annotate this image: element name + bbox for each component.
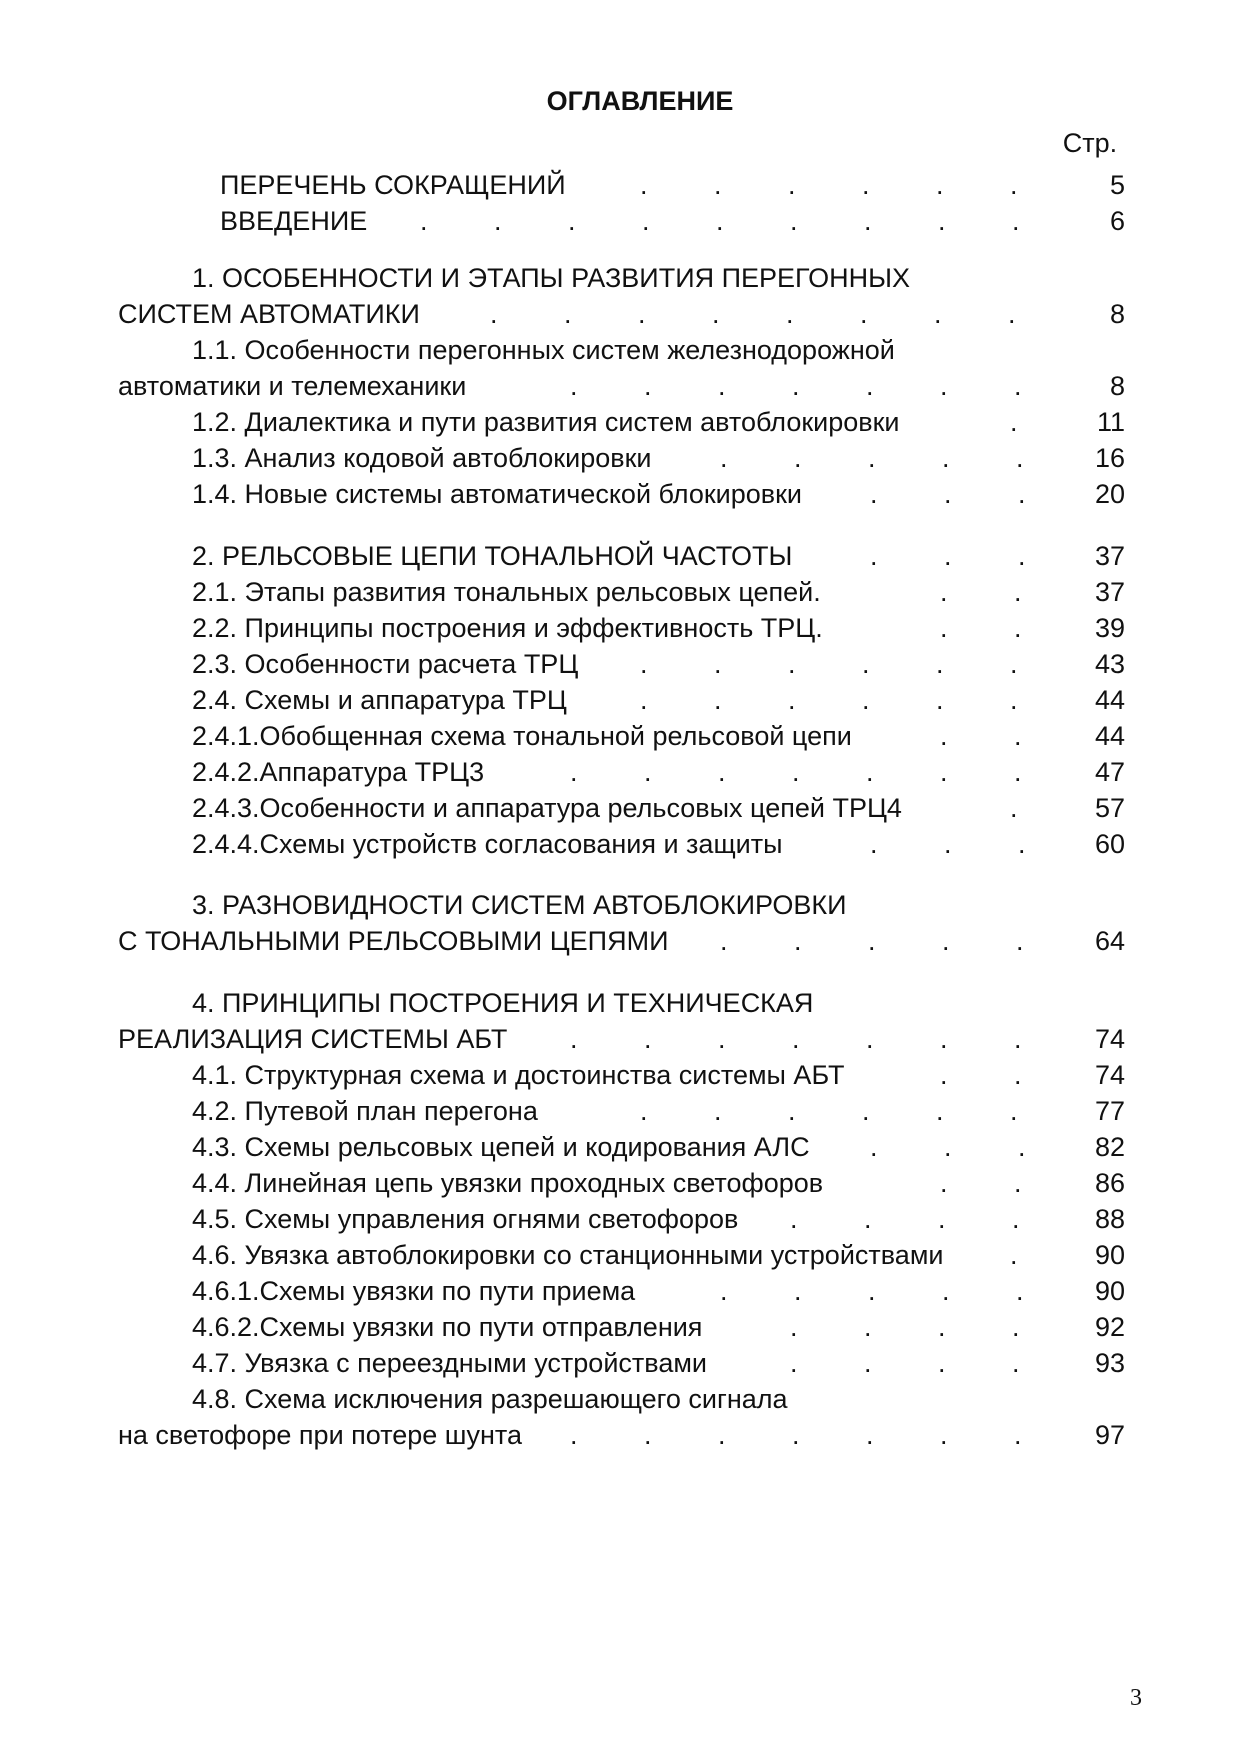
leader-dot: .	[1014, 1060, 1022, 1090]
toc-entry	[0, 1163, 1240, 1203]
toc-entry-text: 1.4. Новые системы автоматической блокировки	[192, 479, 803, 509]
leader-dot: .	[938, 1348, 946, 1378]
toc-leader-dots	[0, 366, 1035, 406]
leader-dot: .	[568, 206, 576, 236]
toc-entry-page: 90	[1094, 1276, 1125, 1306]
leader-dot: .	[944, 541, 952, 571]
leader-dot: .	[866, 1024, 874, 1054]
leader-dot: .	[862, 649, 870, 679]
leader-dot: .	[1012, 1348, 1020, 1378]
leader-dot: .	[1014, 1024, 1022, 1054]
toc-entry-text: на светофоре при потере шунта	[118, 1420, 522, 1450]
toc-entry	[0, 1271, 1240, 1311]
toc-entry-text: С ТОНАЛЬНЫМИ РЕЛЬСОВЫМИ ЦЕПЯМИ	[118, 926, 669, 956]
leader-dot: .	[940, 1420, 948, 1450]
toc-entry-page: 37	[1094, 541, 1125, 571]
toc-entry-page: 97	[1094, 1420, 1125, 1450]
toc-entry	[0, 438, 1240, 478]
leader-dot: .	[862, 685, 870, 715]
leader-dot: .	[1010, 793, 1018, 823]
leader-dot: .	[790, 1348, 798, 1378]
leader-dot: .	[716, 206, 724, 236]
leader-dot: .	[720, 926, 728, 956]
toc-leader-dots	[0, 716, 1035, 756]
leader-dot: .	[794, 1276, 802, 1306]
leader-dot: .	[790, 1204, 798, 1234]
leader-dot: .	[570, 1420, 578, 1450]
toc-entry-text: 2.4.3.Особенности и аппаратура рельсовых цепей ТРЦ4	[192, 793, 902, 823]
leader-dot: .	[790, 206, 798, 236]
toc-entry	[0, 680, 1240, 720]
toc-entry	[0, 294, 1240, 334]
toc-entry	[0, 921, 1240, 961]
toc-leader-dots	[0, 438, 1035, 478]
toc-entry-text: 2. РЕЛЬСОВЫЕ ЦЕПИ ТОНАЛЬНОЙ ЧАСТОТЫ	[192, 541, 793, 571]
leader-dot: .	[864, 206, 872, 236]
toc-entry-text: 1. ОСОБЕННОСТИ И ЭТАПЫ РАЗВИТИЯ ПЕРЕГОННЫХ	[192, 263, 911, 293]
leader-dot: .	[788, 685, 796, 715]
leader-dot: .	[866, 1420, 874, 1450]
leader-dot: .	[870, 829, 878, 859]
toc-entry	[0, 1307, 1240, 1347]
toc-entry	[0, 536, 1240, 576]
toc-leader-dots	[0, 1235, 1035, 1275]
leader-dot: .	[642, 206, 650, 236]
leader-dot: .	[1010, 685, 1018, 715]
toc-entry	[0, 330, 1240, 370]
toc-entry-page: 43	[1094, 649, 1125, 679]
toc-entry-page: 20	[1094, 479, 1125, 509]
leader-dot: .	[1016, 443, 1024, 473]
toc-entry-text: СИСТЕМ АВТОМАТИКИ	[118, 299, 420, 329]
toc-entry-text: РЕАЛИЗАЦИЯ СИСТЕМЫ АБТ	[118, 1024, 508, 1054]
leader-dot: .	[1012, 206, 1020, 236]
toc-leader-dots	[0, 1091, 1035, 1131]
leader-dot: .	[564, 299, 572, 329]
toc-entry	[0, 1343, 1240, 1383]
toc-entry-text: 2.4. Схемы и аппаратура ТРЦ	[192, 685, 567, 715]
toc-entry-page: 39	[1094, 613, 1125, 643]
toc-entry-page: 93	[1094, 1348, 1125, 1378]
leader-dot: .	[870, 479, 878, 509]
leader-dot: .	[940, 577, 948, 607]
leader-dot: .	[1014, 721, 1022, 751]
toc-entry-text: 4.7. Увязка с переездными устройствами	[192, 1348, 707, 1378]
toc-entry	[0, 201, 1240, 241]
toc-entry	[0, 1379, 1240, 1419]
toc-entry	[0, 1199, 1240, 1239]
toc-entry-page: 74	[1094, 1060, 1125, 1090]
toc-entry	[0, 474, 1240, 514]
toc-leader-dots	[0, 1055, 1035, 1095]
toc-entry-page: 47	[1094, 757, 1125, 787]
leader-dot: .	[792, 1420, 800, 1450]
leader-dot: .	[1018, 541, 1026, 571]
leader-dot: .	[644, 1024, 652, 1054]
toc-leader-dots	[0, 294, 1035, 334]
toc-entry-text: ВВЕДЕНИЕ	[220, 206, 368, 236]
toc-entry-page: 92	[1094, 1312, 1125, 1342]
toc-entry-text: 1.3. Анализ кодовой автоблокировки	[192, 443, 652, 473]
leader-dot: .	[570, 1024, 578, 1054]
toc-entry-text: автоматики и телемеханики	[118, 371, 467, 401]
toc-entry-text: 2.4.2.Аппаратура ТРЦ3	[192, 757, 485, 787]
leader-dot: .	[940, 613, 948, 643]
toc-entry-page: 6	[1109, 206, 1125, 236]
toc-entry	[0, 258, 1240, 298]
toc-leader-dots	[0, 201, 1035, 241]
leader-dot: .	[942, 926, 950, 956]
toc-entry-text: 2.4.4.Схемы устройств согласования и защиты	[192, 829, 783, 859]
toc-entry	[0, 1055, 1240, 1095]
leader-dot: .	[934, 299, 942, 329]
toc-entry-text: 4.1. Структурная схема и достоинства системы АБТ	[192, 1060, 845, 1090]
toc-entry-text: 2.2. Принципы построения и эффективность ТРЦ.	[192, 613, 823, 643]
toc-entry-text: 4.6. Увязка автоблокировки со станционными устройствами	[192, 1240, 944, 1270]
toc-entry-page: 8	[1109, 299, 1125, 329]
toc-entry	[0, 1415, 1240, 1455]
toc-entry-text: 4.5. Схемы управления огнями светофоров	[192, 1204, 739, 1234]
leader-dot: .	[1014, 1420, 1022, 1450]
toc-entry-page: 86	[1094, 1168, 1125, 1198]
leader-dot: .	[940, 757, 948, 787]
leader-dot: .	[1010, 1240, 1018, 1270]
leader-dot: .	[868, 1276, 876, 1306]
toc-entry-page: 77	[1094, 1096, 1125, 1126]
leader-dot: .	[938, 1204, 946, 1234]
toc-leader-dots	[0, 1307, 1035, 1347]
leader-dot: .	[936, 649, 944, 679]
toc-entry-page: 37	[1094, 577, 1125, 607]
toc-title: ОГЛАВЛЕНИЕ	[546, 86, 734, 116]
toc-entry	[0, 716, 1240, 756]
leader-dot: .	[936, 170, 944, 200]
toc-leader-dots	[0, 474, 1035, 514]
leader-dot: .	[792, 1024, 800, 1054]
toc-leader-dots	[0, 680, 1035, 720]
toc-entry-text: 4.3. Схемы рельсовых цепей и кодирования АЛС	[192, 1132, 810, 1162]
leader-dot: .	[718, 757, 726, 787]
toc-entry	[0, 402, 1240, 442]
toc-leader-dots	[0, 1163, 1035, 1203]
toc-entry-page: 11	[1096, 407, 1125, 437]
toc-entry	[0, 572, 1240, 612]
leader-dot: .	[1018, 479, 1026, 509]
leader-dot: .	[868, 926, 876, 956]
toc-leader-dots	[0, 824, 1035, 864]
toc-entry-text: 4.6.1.Схемы увязки по пути приема	[192, 1276, 636, 1306]
toc-entry-text: 4.2. Путевой план перегона	[192, 1096, 538, 1126]
toc-entry-page: 90	[1094, 1240, 1125, 1270]
toc-leader-dots	[0, 1415, 1035, 1455]
toc-entry-page: 8	[1109, 371, 1125, 401]
toc-entry	[0, 1091, 1240, 1131]
leader-dot: .	[936, 1096, 944, 1126]
toc-entry-page: 44	[1094, 721, 1125, 751]
leader-dot: .	[570, 371, 578, 401]
toc-entry	[0, 366, 1240, 406]
leader-dot: .	[420, 206, 428, 236]
leader-dot: .	[1014, 371, 1022, 401]
leader-dot: .	[1012, 1312, 1020, 1342]
leader-dot: .	[944, 479, 952, 509]
leader-dot: .	[788, 170, 796, 200]
leader-dot: .	[864, 1204, 872, 1234]
leader-dot: .	[862, 170, 870, 200]
leader-dot: .	[644, 371, 652, 401]
leader-dot: .	[794, 926, 802, 956]
leader-dot: .	[718, 1024, 726, 1054]
leader-dot: .	[1008, 299, 1016, 329]
leader-dot: .	[792, 371, 800, 401]
leader-dot: .	[790, 1312, 798, 1342]
leader-dot: .	[1010, 407, 1018, 437]
leader-dot: .	[640, 170, 648, 200]
toc-entry-text: 2.3. Особенности расчета ТРЦ	[192, 649, 579, 679]
leader-dot: .	[940, 1060, 948, 1090]
leader-dot: .	[942, 443, 950, 473]
leader-dot: .	[1018, 1132, 1026, 1162]
leader-dot: .	[1016, 926, 1024, 956]
leader-dot: .	[944, 1132, 952, 1162]
leader-dot: .	[870, 541, 878, 571]
toc-entry-page: 57	[1094, 793, 1125, 823]
leader-dot: .	[786, 299, 794, 329]
leader-dot: .	[866, 371, 874, 401]
leader-dot: .	[714, 649, 722, 679]
leader-dot: .	[1010, 649, 1018, 679]
toc-entry-text: 4.4. Линейная цепь увязки проходных светофоров	[192, 1168, 824, 1198]
page-number: 3	[1130, 1685, 1142, 1711]
leader-dot: .	[1014, 757, 1022, 787]
leader-dot: .	[940, 721, 948, 751]
leader-dot: .	[862, 1096, 870, 1126]
toc-entry-text: 1.2. Диалектика и пути развития систем автоблокировки	[192, 407, 900, 437]
leader-dot: .	[938, 206, 946, 236]
leader-dot: .	[792, 757, 800, 787]
toc-entry	[0, 1235, 1240, 1275]
toc-entry-text: ПЕРЕЧЕНЬ СОКРАЩЕНИЙ	[220, 170, 566, 200]
toc-entry-page: 44	[1094, 685, 1125, 715]
toc-leader-dots	[0, 1343, 1035, 1383]
leader-dot: .	[644, 757, 652, 787]
leader-dot: .	[864, 1312, 872, 1342]
leader-dot: .	[794, 443, 802, 473]
leader-dot: .	[788, 649, 796, 679]
toc-leader-dots	[0, 1199, 1035, 1239]
toc-leader-dots	[0, 921, 1035, 961]
leader-dot: .	[718, 1420, 726, 1450]
toc-entry-page: 60	[1094, 829, 1125, 859]
leader-dot: .	[1014, 1168, 1022, 1198]
toc-entry-text: 4.8. Схема исключения разрешающего сигнала	[192, 1384, 788, 1414]
toc-entry	[0, 752, 1240, 792]
leader-dot: .	[640, 1096, 648, 1126]
leader-dot: .	[1014, 577, 1022, 607]
toc-entry-page: 64	[1094, 926, 1125, 956]
toc-entry-text: 4.6.2.Схемы увязки по пути отправления	[192, 1312, 703, 1342]
toc-entry	[0, 644, 1240, 684]
toc-entry-text: 2.1. Этапы развития тональных рельсовых цепей.	[192, 577, 821, 607]
toc-leader-dots	[0, 752, 1035, 792]
leader-dot: .	[1010, 170, 1018, 200]
leader-dot: .	[942, 1276, 950, 1306]
leader-dot: .	[866, 757, 874, 787]
toc-entry	[0, 608, 1240, 648]
leader-dot: .	[712, 299, 720, 329]
toc-entry	[0, 165, 1240, 205]
toc-entry	[0, 885, 1240, 925]
leader-dot: .	[490, 299, 498, 329]
leader-dot: .	[940, 1024, 948, 1054]
toc-leader-dots	[0, 644, 1035, 684]
leader-dot: .	[1010, 1096, 1018, 1126]
toc-entry	[0, 983, 1240, 1023]
leader-dot: .	[1012, 1204, 1020, 1234]
toc-leader-dots	[0, 1127, 1035, 1167]
toc-leader-dots	[0, 1019, 1035, 1059]
leader-dot: .	[864, 1348, 872, 1378]
leader-dot: .	[570, 757, 578, 787]
leader-dot: .	[940, 1168, 948, 1198]
toc-entry-text: 2.4.1.Обобщенная схема тональной рельсовой цепи	[192, 721, 852, 751]
leader-dot: .	[714, 170, 722, 200]
leader-dot: .	[720, 443, 728, 473]
toc-entry-page: 16	[1094, 443, 1125, 473]
leader-dot: .	[1018, 829, 1026, 859]
toc-entry	[0, 824, 1240, 864]
toc-entry-text: 4. ПРИНЦИПЫ ПОСТРОЕНИЯ И ТЕХНИЧЕСКАЯ	[192, 988, 814, 1018]
toc-leader-dots	[0, 788, 1035, 828]
toc-leader-dots	[0, 402, 1035, 442]
leader-dot: .	[938, 1312, 946, 1342]
toc-entry-page: 88	[1094, 1204, 1125, 1234]
leader-dot: .	[936, 685, 944, 715]
toc-entry-text: 1.1. Особенности перегонных систем железнодорожной	[192, 335, 895, 365]
toc-entry-page: 82	[1094, 1132, 1125, 1162]
toc-leader-dots	[0, 572, 1035, 612]
toc-entry-text: 3. РАЗНОВИДНОСТИ СИСТЕМ АВТОБЛОКИРОВКИ	[192, 890, 847, 920]
leader-dot: .	[640, 649, 648, 679]
leader-dot: .	[714, 1096, 722, 1126]
leader-dot: .	[644, 1420, 652, 1450]
leader-dot: .	[1014, 613, 1022, 643]
leader-dot: .	[718, 371, 726, 401]
toc-entry	[0, 788, 1240, 828]
leader-dot: .	[860, 299, 868, 329]
page-column-label: Стр.	[1062, 128, 1118, 158]
leader-dot: .	[788, 1096, 796, 1126]
leader-dot: .	[494, 206, 502, 236]
toc-entry-page: 5	[1109, 170, 1125, 200]
toc-leader-dots	[0, 165, 1035, 205]
leader-dot: .	[940, 371, 948, 401]
toc-leader-dots	[0, 536, 1035, 576]
toc-leader-dots	[0, 608, 1035, 648]
leader-dot: .	[720, 1276, 728, 1306]
toc-entry-page: 74	[1094, 1024, 1125, 1054]
leader-dot: .	[870, 1132, 878, 1162]
toc-entry	[0, 1019, 1240, 1059]
leader-dot: .	[640, 685, 648, 715]
leader-dot: .	[1016, 1276, 1024, 1306]
leader-dot: .	[714, 685, 722, 715]
leader-dot: .	[944, 829, 952, 859]
toc-leader-dots	[0, 1271, 1035, 1311]
toc-entry	[0, 1127, 1240, 1167]
leader-dot: .	[868, 443, 876, 473]
leader-dot: .	[638, 299, 646, 329]
